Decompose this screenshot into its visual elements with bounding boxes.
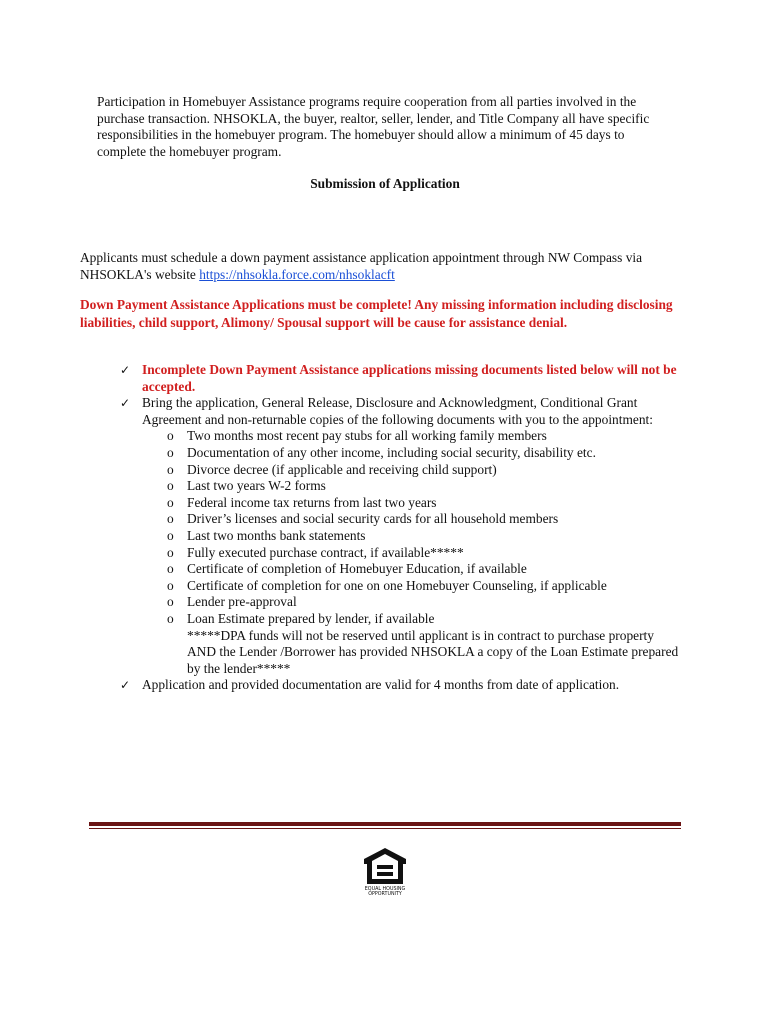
checklist-item — [120, 677, 680, 694]
bullet-icon: o — [167, 478, 174, 494]
bullet-icon: o — [167, 461, 174, 477]
bullet-icon: o — [167, 577, 174, 593]
bullet-icon: o — [167, 494, 174, 510]
list-item: o Last two months bank statements — [167, 527, 366, 543]
incomplete-notice: Incomplete Down Payment Assistance applications missing documents listed below will not be accepted. — [142, 362, 677, 394]
list-item: o Documentation of any other income, including social security, disability etc. — [167, 444, 596, 460]
bullet-icon: o — [167, 511, 174, 527]
warning-text: Down Payment Assistance Applications must be complete! Any missing information including disclosing liabilities, child support, Alimony/ Spousal support will be cause for assistance denial. — [80, 297, 673, 330]
list-item: o Two months most recent pay stubs for all working family members — [167, 428, 547, 444]
list-item: o Federal income tax returns from last two years — [167, 494, 437, 510]
checkmark-icon: ✓ — [120, 678, 131, 693]
checklist-item — [120, 395, 680, 677]
bullet-icon: o — [167, 444, 174, 460]
section-title: Submission of Application — [310, 176, 460, 191]
list-item: o Last two years W-2 forms — [167, 478, 326, 494]
bullet-icon: o — [167, 561, 174, 577]
checklist-item — [120, 362, 680, 395]
footer-rule — [89, 822, 681, 826]
validity-text: Application and provided documentation are valid for 4 months from date of application. — [142, 677, 620, 693]
nhsokla-link[interactable]: https://nhsokla.force.com/nhsoklacft — [199, 266, 395, 282]
bring-documents-text: Bring the application, General Release, Disclosure and Acknowledgment, Conditional Grant Agreement and non-returnable copies of the following documents with you to the appointment: — [142, 395, 653, 427]
bullet-icon: o — [167, 610, 174, 626]
list-item: o Driver’s licenses and social security cards for all household members — [167, 511, 559, 527]
logo-text-line2: OPPORTUNITY — [368, 892, 402, 896]
bullet-icon: o — [167, 428, 174, 444]
list-item: o Loan Estimate prepared by lender, if available — [167, 610, 435, 626]
requirements-checklist — [120, 362, 680, 694]
intro-paragraph: Participation in Homebuyer Assistance programs require cooperation from all parties involved in the purchase transaction. NHSOKLA, the buyer, realtor, seller, lender, and Title Company all have specific responsibilities in the homebuyer program. The homebuyer should allow a minimum of 45 days to complete the homebuyer program. — [97, 94, 650, 159]
checkmark-icon: ✓ — [120, 396, 131, 411]
applicants-text: Applicants must schedule a down payment assistance application appointment through NW Compass via NHSOKLA's website — [80, 250, 643, 282]
applicants-paragraph — [80, 250, 680, 283]
list-item: o Divorce decree (if applicable and receiving child support) — [167, 461, 497, 477]
bullet-icon: o — [167, 544, 174, 560]
equal-housing-icon — [361, 846, 409, 896]
dpa-funds-note: *****DPA funds will not be reserved until applicant is in contract to purchase property AND the Lender /Borrower has provided NHSOKLA a copy of the Loan Estimate prepared by the lender***** — [187, 627, 679, 676]
checkmark-icon: ✓ — [120, 363, 131, 377]
list-item: o Certificate of completion for one on one Homebuyer Counseling, if applicable — [167, 577, 607, 593]
list-item: o Lender pre-approval — [167, 594, 297, 610]
list-item: o Certificate of completion of Homebuyer Education, if available — [167, 561, 527, 577]
logo-text-line1: EQUAL HOUSING — [364, 887, 406, 892]
bullet-icon: o — [167, 594, 174, 610]
list-item: o Fully executed purchase contract, if available***** — [167, 544, 464, 560]
footer-rule-thin — [89, 828, 681, 829]
documents-list — [142, 428, 680, 627]
bullet-icon: o — [167, 527, 174, 543]
